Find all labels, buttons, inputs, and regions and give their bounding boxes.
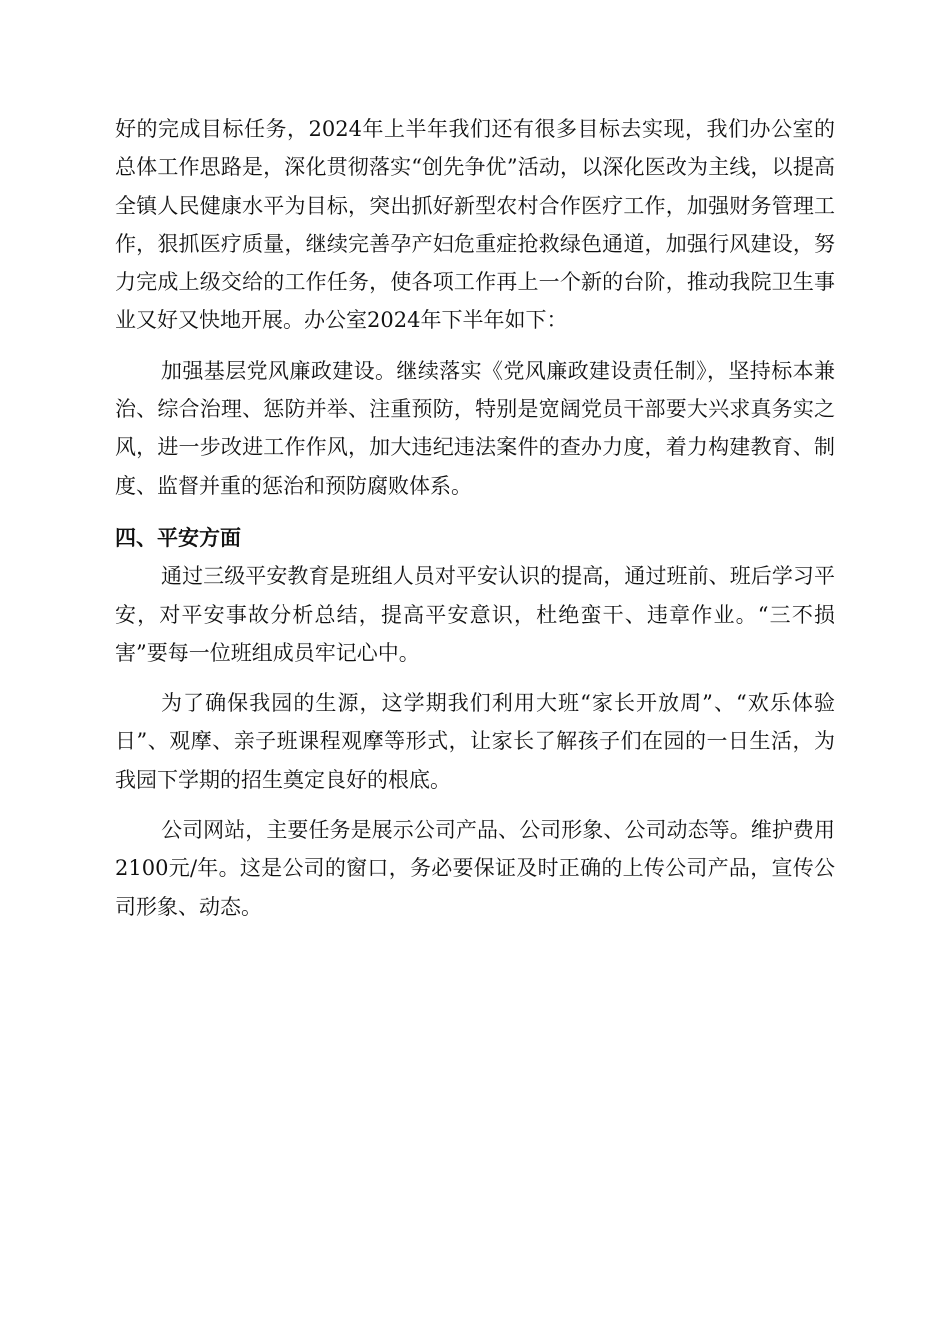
paragraph-party-building: 加强基层党风廉政建设。继续落实《党风廉政建设责任制》，坚持标本兼治、综合治理、惩防并举、注重预防，特别是宽阔党员干部要大兴求真务实之风，进一步改进工作作风，加大违纪违法案件的查办力度，着力构建教育、制度、监督并重的惩治和预防腐败体系。 — [115, 358, 835, 498]
paragraph-safety-education: 通过三级平安教育是班组人员对平安认识的提高，通过班前、班后学习平安，对平安事故分析总结，提高平安意识，杜绝蛮干、违章作业。“三不损害”要每一位班组成员牢记心中。 — [115, 564, 835, 665]
paragraph-enrollment: 为了确保我园的生源，这学期我们利用大班“家长开放周”、“欢乐体验日”、观摩、亲子班课程观摩等形式，让家长了解孩子们在园的一日生活，为我园下学期的招生奠定良好的根底。 — [115, 691, 835, 792]
document-body — [115, 110, 835, 926]
paragraph-work-plan: 好的完成目标任务，2024年上半年我们还有很多目标去实现，我们办公室的总体工作思路是，深化贯彻落实“创先争优”活动，以深化医改为主线，以提高全镇人民健康水平为目标，突出抓好新型农村合作医疗工作，加强财务管理工作，狠抓医疗质量，继续完善孕产妇危重症抢救绿色通道，加强行风建设，努力完成上级交给的工作任务，使各项工作再上一个新的台阶，推动我院卫生事业又好又快地开展。办公室2024年下半年如下： — [115, 117, 835, 333]
section-heading-safety: 四、平安方面 — [115, 525, 241, 550]
paragraph-company-website: 公司网站，主要任务是展示公司产品、公司形象、公司动态等。维护费用2100元/年。这是公司的窗口，务必要保证及时正确的上传公司产品，宣传公司形象、动态。 — [115, 818, 835, 919]
